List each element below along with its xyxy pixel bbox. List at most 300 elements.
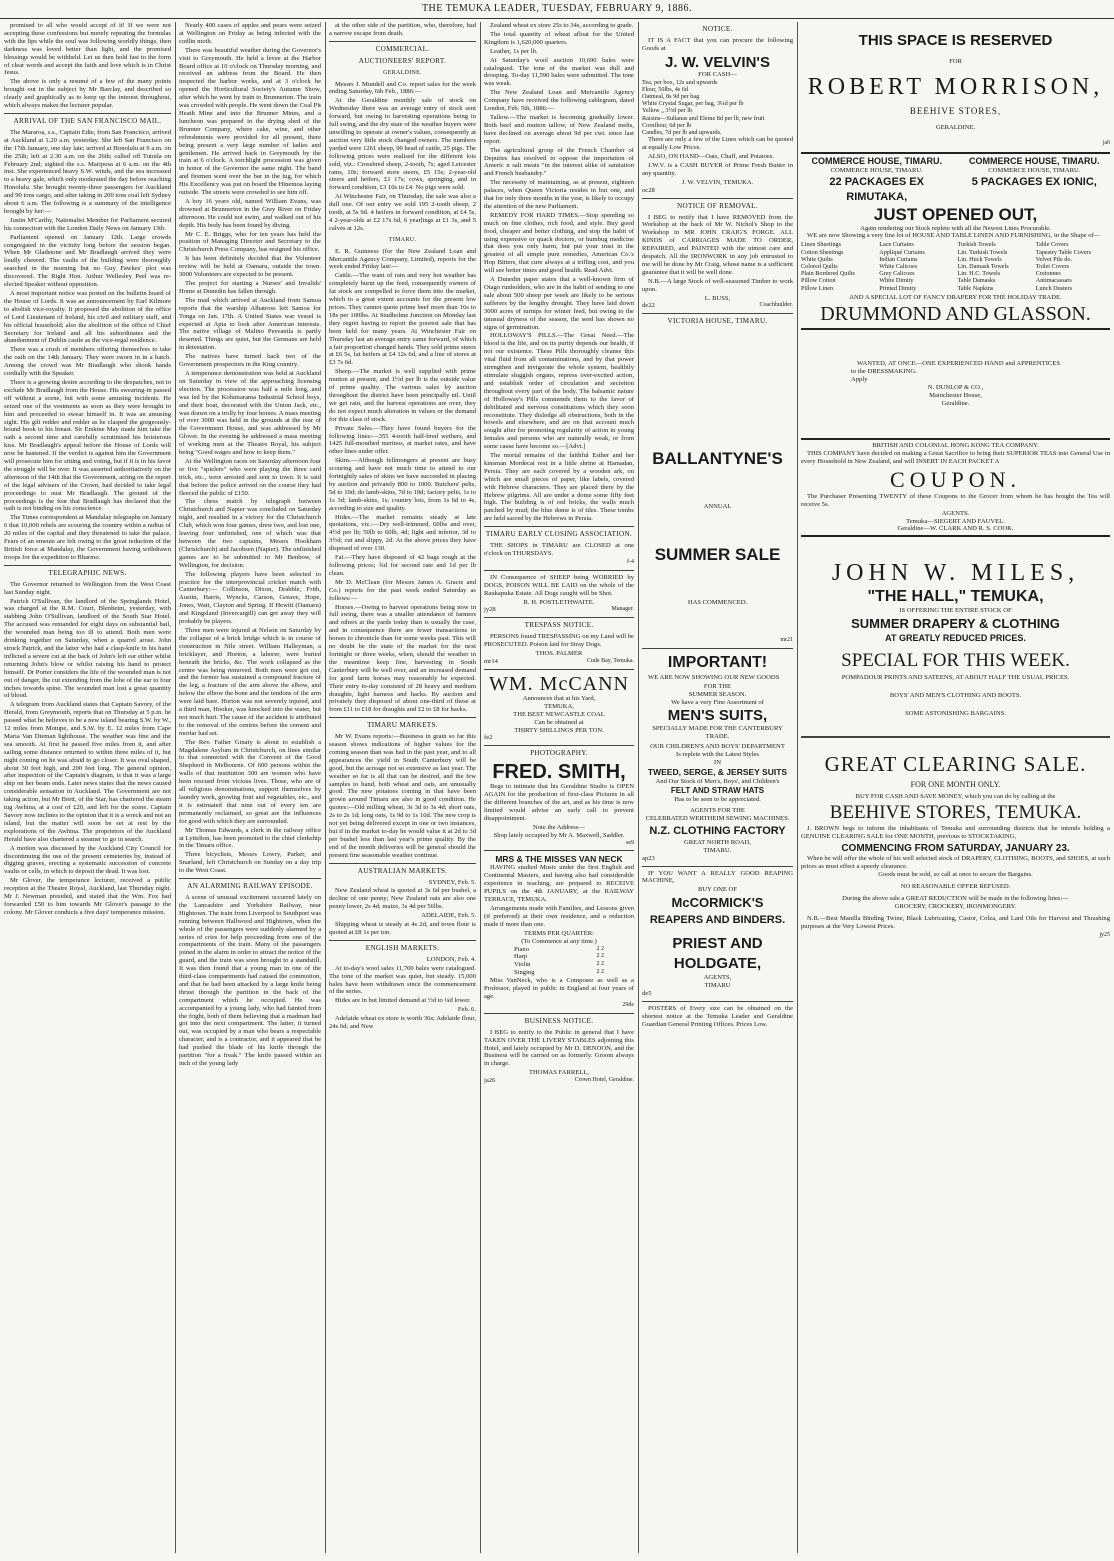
ad-line: POMPADOUR PRINTS AND SATEENS, AT ABOUT HALF THE USUAL PRICES. (841, 674, 1070, 682)
paragraph: Private Sales.—They have found buyers for the following lines:—355 4-tooth half-bred wethers, and 1425 full-mouthed merinos, at market rates, and have other lines under offer. (329, 424, 476, 456)
column-2 (179, 22, 321, 1555)
column-rule (480, 22, 481, 1553)
ad-line: (To Commence at any time.) (521, 937, 597, 945)
ad-line: Apply (851, 376, 868, 384)
paragraph: A motion was discussed by the Auckland City Council for discontinuing the use of the present cemeteries by, instead of digging graves, erecting a systematic succession of concrete vaults or cells, in which to deposit the dead. It was lost. (4, 844, 171, 876)
goods-list (642, 79, 793, 137)
ad-code: fe2 (484, 734, 493, 742)
paragraph: The chess match by telegraph between Christchurch and Napier was concluded on Saturday night, and resulted in a victory for the Christchurch Club, which won four games, drew two, and lost one, leaving four unfinished, one of which was that between the two captains, Messrs Hookham (Christchurch) and Jacobsen (Napier). The unfinished games are to be submitted to Mr Benbow, of Wellington, for decision. (179, 498, 321, 569)
advert-robert-morrison: ROBERT MORRISON, (807, 73, 1104, 100)
advert-important-heading: IMPORTANT! (667, 654, 768, 671)
ad-line: GROCERY, CROCKERY, IRONMONGERY. (894, 903, 1017, 911)
ad-line: FOR (949, 58, 962, 65)
ad-line: GERALDINE. (935, 123, 976, 131)
subheadline: TIMARU. (388, 236, 417, 243)
advert-ballantyne-name: BALLANTYNE'S (652, 449, 783, 469)
headline: TELEGRAPHIC NEWS. (48, 568, 127, 577)
divider (642, 1001, 793, 1002)
paragraph: There was beautiful weather during the Governor's visit to Greymouth. He held a levee at the Harbor Board office at 10 o'clock on Thursday morning, and received an address from the Board. He then inspected the harbor works, and at 3 o'clock he opened the Horticultural Society's Autumn Show, after which he went by train to Brunnerton. The train was crowded with people. He went down the Coal Pit Heath Mine and into the Brunner Mines, and a luncheon was prepared in the drying shed of the Brunner Company, where cake, wine, and other refreshments were provided for all present, there being present a very large number of ladies and gentlemen. He arrived back in Greymouth by the train at 6 o'clock. A torchlight procession was given in honor of the Governor the same night. The band and firemen went over the bar in the tug, for which His Excellency was put on board the Hinemoa laying outside. The streets were crowded to see him off. (179, 46, 321, 197)
fee-item: Singing (514, 969, 535, 977)
column-rule (638, 22, 639, 1553)
paragraph: There is a growing desire according to the despatches, not to exclude Mr Bradlaugh from the House. His swearing-in passed off without a scene, but with some amusing incidents. He seized one of the vestments as soon as they were brought to him and proceeded to swear himself in. It was an amusing sight. His gilt redder and redder as he clasped the gorgeously-bound book to his breast. Sir Erskine May made him take the oath a second time and carefully scrutinised his boisterous kiss. Mr Bradlaugh's appeal before the House of Lords will now be hastened. If the verdict is against him the Government will prosecute him for sitting and voting, but if it is in his favor the struggle will be over. It was asserted authoritatively on the afternoon of the 14th that the Government, acting on the report of the legal advisers of the Crown, had decided to take legal proceedings to oust Mr Bradlaugh. The ground of the proceedings is the fear that Bradlaugh has declared that the oath is not binding on his conscience. (4, 378, 171, 513)
ad-title: NOTICE. (702, 25, 733, 33)
divider (642, 313, 793, 314)
ad-body: THIS COMPANY have decided on making a Great Sacrifice to bring their SUPERIOR TEAS into General Use in every Household in New Zealand, and will INSERT IN EACH PACKET A (801, 450, 1110, 465)
ad-signature: THOS. PALMER (535, 650, 583, 658)
paragraph: At to-day's wool sales 11,700 bales were catalogued. The tone of the market was quiet, but steady. 15,000 bales have been withdrawn since the commencement of the series. (329, 964, 476, 996)
list-item: White Dimity (879, 277, 914, 285)
ad-body: WE are now Showing a very fine lot of HOUSE AND TABLE LINEN AND FURNISHING, in the Shape of— (807, 232, 1101, 240)
list-item: Raisins—Sultanas and Eleme 8d per lb, new fruit (642, 114, 765, 122)
ad-spacer (801, 741, 1110, 751)
ad-line: We have a very Fine Assortment of (671, 698, 764, 706)
advert-van-neck-name: MRS & THE MISSES VAN NECK (495, 854, 623, 865)
list-item: Candles, 7d per lb and upwards. (642, 129, 722, 137)
paragraph: It has been definitely decided that the Volunteer review will be held at Oamaru, outside the town. 3000 Volunteers are expected to be present. (179, 255, 321, 279)
ad-signature: THOMAS FARRELL, (529, 1069, 589, 1077)
ad-body: WANTED, AT ONCE—ONE EXPERIENCED HAND and APPRENTICES to the DRESSMAKING. (851, 359, 1060, 375)
ad-body: Arrangements made with Families, and Lessons given (if preferred) at their own residence, and a reduction made if more than one. (484, 905, 634, 928)
ad-body: I BEG to notify to the Public in general that I have TAKEN OVER THE LIVERY STABLES adjoining this Hotel, and lately occupied by Mr D. DENOON, and the Business will be carried on as formerly. Groom always in charge. (484, 1028, 634, 1068)
list-item: Toilet Covers (1035, 262, 1070, 270)
fee-price: 2 2 (596, 945, 604, 952)
ad-line: During the above sale a GREAT REDUCTION will be made in the following lines:— (842, 895, 1069, 903)
divider (484, 1013, 634, 1014)
ad-body: J. BROWN begs to inform the inhabitants of Temuka and surrounding districts that he intends holding a GENUINE CLEARING SALE for ONE MONTH, previous to STOCKTAKING, (801, 824, 1110, 840)
ad-body: Begs to intimate that his Geraldine Studio is OPEN AGAIN for the production of first-class Pictures in all the different branches of the art, and as his time is now limited would advise an early call to prevent disappointment. (484, 783, 634, 822)
advert-reapers: REAPERS AND BINDERS. (649, 914, 786, 927)
ad-title: PHOTOGRAPHY. (530, 749, 588, 758)
ad-line: GREAT NORTH ROAD, (683, 838, 752, 846)
list-item: Flour, 50lbs, 4s 6d (642, 85, 688, 93)
ad-body: IT IS A FACT that you can procure the following Goods at (642, 36, 793, 52)
advert-mccann-name: WM. McCANN (489, 672, 629, 695)
paragraph: A most important notice was posted on the bulletin board of the House of Lords. It was an announcement by Earl Kilmore to abolish vice-royalty. It proposed the abolition of the office of Lord Lieutenant of Ireland, his civil and military staff, and his official household; also the abolition of the office of Chief Secretary for Ireland and all his subordinates and the abandonment of Dublin castle as the vice-regal residence. (4, 290, 171, 345)
divider (4, 565, 171, 566)
paragraph: Adelaide wheat ex store is worth 36s; Adelaide flour, 24s 6d; and New (329, 1015, 476, 1031)
paragraph: A boy 16 years old, named William Evans, was drowned at Brunnerton in the Grey River on Friday afternoon. He could not swim, and walked out of his depth. His body has been found by diving. (179, 197, 321, 229)
column-6 (801, 22, 1110, 1555)
ad-signature: L. BUSS, (704, 294, 731, 302)
ad-body: PERSONS found TRESPASSING on my Land will be PROSECUTED. Poison laid for Stray Dogs. (484, 633, 634, 649)
list-item: Table Damasks (957, 277, 996, 285)
paragraph: The above is only a resumé of a few of the many points brought out in the subject by Mr Barclay, and described so clearly and graphically as to keep up the interest throughout, which always makes the lecturer popular. (4, 78, 171, 110)
ad-body: N.B.—Best Manilla Binding Twine, Black Lubricating, Castor, Colza, and Lard Oils for Harvest and Thrashing purposes at the Very Lowest Prices. (801, 915, 1110, 930)
list-item: Tea, per box, 12s and upwards (642, 78, 718, 86)
masthead: THE TEMUKA LEADER, TUESDAY, FEBRUARY 9, 1886. (0, 0, 1114, 19)
paragraph: HOLLOWAY'S PILLS.—The Great Need.—The blood is the life, and on its purity depends our health, if not our existence. These Pills thoroughly cleanse this vital fluid from all contaminations, and by that power strengthen and invigorate the whole system, healthily stimulate sluggish organs, repress over-excited action, and establish order of circulation and secretion throughout every part of the body. The balsamic nature of Holloway's Pills commends them to the favor of debilitated and nervous constitutions which they soon reconstitute. They dislodge all obstructions, both in the bowels and elsewhere, and are on that account much sought after for promoting regularity of action in young females and persons who are naturally weak, or from some cause have become so.—[Advt.] (484, 332, 634, 451)
advert-priest: PRIEST AND (672, 935, 763, 953)
ad-line: SUMMER SEASON. (688, 690, 747, 698)
list-item: Pillow Cotton (801, 277, 836, 285)
paragraph: The project for starting a Nurses' and Invalids' Home at Dunedin has fallen through. (179, 280, 321, 295)
list-item: Lin. Turkish Towels (957, 248, 1008, 256)
paragraph: There was a crush of members offering themselves to take the oath on the 14th January. They were sworn in in a batch. Among the crowd was Mr Bradlaugh who shook hands cordially with the Speaker. (4, 346, 171, 378)
divider (4, 113, 171, 114)
headline: TIMARU MARKETS. (367, 721, 438, 730)
paragraph: REMEDY FOR HARD TIMES.—Stop spending so much on fine clothes, rich food, and style. Buy good food, cheaper and better clothing, and stop the habit of using expensive or quack doctors, or humbug medicine that does you only harm, but put your trust in the greatest of all simple pure remedies, American Co.'s Hop Bitters, that cure always at a trifling cost, and you will see better times and good health. Read Advt. (484, 211, 634, 275)
list-item: Lace Curtains (879, 241, 914, 249)
paragraph: The Mararoa, s.s., Captain Edie, from San Francisco, arrived at Auckland at 1.20 a.m. yesterday. She left San Francisco on the 17th January, one day late; arrived at Honolulu at 9 a.m. on the 25th; left at 2.30 a.m. on the 26th; called off Tutuila on February 2nd; sighted the s.s. Mariposa at 6 a.m. on the 4th inst. She experienced heavy S.W. winds, and the sea increased to a heavy gale, which only moderated the day before reaching Honolulu. She brought twenty-three passengers for Auckland and 90 tons cargo, and after taking in 200 tons coal left Sydney about 6 a.m. The following is a summary of the intelligence brought by her:— (4, 128, 171, 215)
ad-title: TIMARU EARLY CLOSING ASSOCIATION. (485, 530, 633, 539)
ad-body: WE ARE NOW SHOWING OUR NEW GOODS (648, 674, 780, 681)
advert-the-hall: "THE HALL," TEMUKA, (867, 588, 1044, 606)
paragraph: Mr D. McClean (for Messrs James A. Gracie and Co.) reports for the past week ended Saturday as follows:— (329, 578, 476, 602)
ad-line: TEMUKA, (544, 702, 574, 710)
advert-special-week: SPECIAL FOR THIS WEEK. (841, 650, 1070, 672)
ad-code: de22 (642, 302, 655, 310)
ad-body: N.B.—A large Stock of well-seasoned Timber to work upon. (642, 277, 793, 293)
advert-coupon: COUPON. (890, 466, 1021, 492)
ad-signature: Mainchester House, (929, 392, 982, 400)
divider (329, 41, 476, 42)
ad-code: mr14 (484, 657, 498, 665)
ad-spacer (642, 469, 793, 503)
paragraph: promised to all who would accept of it! If we were not accepting these confessions but merely repeating the formulas with the lips while the soul was following worldly things, then darkness was loved better than light, and the promised blessings would be withheld. Let us then hold fast to the form of clear words and accept the faith and love which is in Christ Jesus. (4, 22, 171, 77)
ad-line: IN (714, 759, 721, 767)
ad-title: BUSINESS NOTICE. (524, 1016, 594, 1025)
paragraph: Nearly 400 cases of apples and pears were seized at Wellington on Friday as being infected with the codlin moth. (179, 22, 321, 45)
ad-code: ja6 (1102, 139, 1110, 146)
ad-body: J.W.V. is a CASH BUYER of Prime Fresh Butter in any quantity. (642, 161, 793, 177)
ad-signature: N. DUNLOP & CO., (927, 384, 984, 392)
divider (484, 850, 634, 851)
ad-line: BEEHIVE STORES, (909, 105, 1002, 116)
list-item: Appliqué Curtains (879, 248, 925, 256)
divider (642, 198, 793, 199)
ad-line: HAS COMMENCED. (687, 599, 748, 607)
ad-line: OUR CHILDREN'S AND BOYS' DEPARTMENT (650, 743, 785, 751)
ad-line: BOYS' AND MEN'S CLOTHING AND BOOTS. (889, 692, 1022, 700)
paragraph: At Winchester Fair, on Thursday, the sale was also a dull one. Of our entry we sold 195 2-tooth sheep, 2 tooth, at 5s 9d. 4 heifers in forward condition, at £4 5s, 4 2-year-olds at £2 17s 6d, 6 yearlings at £1 3s, and 5 calves at 12s. (329, 193, 476, 232)
ad-spacer (801, 408, 1110, 434)
advert-nz-clothing: N.Z. CLOTHING FACTORY (649, 824, 786, 837)
ad-line: BUY ONE OF (698, 886, 737, 894)
ad-heading: JUST OPENED OUT, (873, 204, 1038, 224)
divider (484, 617, 634, 618)
dateline: Feb. 6. (457, 1006, 476, 1014)
ad-line: NO REASONABLE OFFER REFUSED. (900, 883, 1011, 891)
paragraph: A scene of unusual excitement occurred lately on the Lancashire and Yorkshire Railway, near Hightown. The train from Liverpool to Southport was running between Hallwood and Hightown, when the whole of the passengers were suddenly alarmed by a series of cries for help proceeding from one of the compartments of the train. Many of the passengers joined in the alarm in order to attract the notice of the guard, and the train was soon brought to a standstill. It was then found that a young man in one of the third-class compartments had caused the commotion, and that he had been attacked by a large knife being thrust through the partition in the back of the compartment which he occupied. He was accompanied by a young lady, who had fainted from the fright, both of them believing that a madman had got into the next compartment. The latter, it turned out, was occupied by a man who bears a respectable character, and is a contractor, and it appeared that he had pushed the blade of his knife through the partition "for a freak." The knife passed within an inch of the young lady (179, 893, 321, 1067)
paragraph: At Saturday's wool auction 10,690 bales were catalogued. The tone of the market was dull and drooping. To-day 11,590 bales were submitted. The tone was weak. (484, 56, 634, 88)
ad-line: THE BEST NEWCASTLE COAL (513, 710, 605, 718)
ad-code: ap23 (642, 854, 655, 862)
ad-heading: COMMERCE HOUSE, TIMARU. (811, 155, 942, 166)
list-item: Table Napkins (957, 284, 994, 292)
fee-price: 2 2 (596, 961, 604, 968)
ad-body: When he will offer the whole of his well selected stock of DRAPERY, CLOTHING, BOOTS, and SHOES, at such prices as must effect a speedy clearance. (801, 854, 1110, 870)
ad-code: jy25 (1099, 931, 1110, 938)
paragraph: The mail which arrived at Auckland from Samoa reports that the warship Albatross left Samoa for Tonga on Jan. 17th. A United States war vessel is expected at Apia to look after American interests. The native village of Malino Pesvanila is partly deserted. Things are quiet, but the Germans are held in detestation. (179, 296, 321, 352)
paragraph: Mr C. E. Briggs, who for ten years has held the position of Managing Director and Secretary to the Christchurch Press Company, has resigned his office. (179, 230, 321, 254)
fee-item: Harp (514, 953, 528, 961)
list-item: Cornflour, 6d per lb (642, 121, 692, 129)
advert-beehive-temuka: BEEHIVE STORES, TEMUKA. (829, 801, 1082, 823)
paragraph: The Governor returned to Wellington from the West Coast last Sunday night. (4, 580, 171, 596)
paragraph: Patrick O'Sullivan, the landlord of the Springlands Hotel, was charged at the R.M. Court, Blenheim, yesterday, with stabbing John O'Sullivan, landlord of the South Star Hotel. The accused was remanded for eight days on substantial bail, the wounded man being too ill to attend. Both men were drinking together on Saturday, when a quarrel arose. John struck Patrick, and the latter who had a clasp-knife in his hand inflicted a severe cut at the back of John's left ear either whilst returning John's blow or whilst raising his hand to protect himself. Dr Porter considers the life of the wounded man is not out of danger, the cut extending from the lobe of the ear to four inches towards spine. The wounded man lost a great quantity of blood. (4, 597, 171, 700)
ad-code: se9 (626, 839, 634, 846)
paragraph: The mortal remains of the faithful Esther and her kinsman Mordecai rest in a little shrine at Hamadan, Persia. They are each covered by a wooden ark, on which are small pieces of paper, like labels, covered with Hebrew characters. They are placed there by the Hebrew pilgrims. All are under a dome some fifty feet high. The building is of red bricks, the walls much patched by mud; the blue dome is of tiles. These tombs are held sacred by the Hebrews in Persia. (484, 452, 634, 523)
dateline: ADELAIDE, Feb. 5. (421, 912, 476, 920)
ad-line: TIMARU (704, 982, 731, 990)
paragraph: Three bicyclists, Messrs Lowry, Parker, and Snarland, left Christchurch on Sunday on a day trip to the West Coast. (179, 851, 321, 875)
ad-line: And Our Stock of Men's, Boys', and Children's (655, 778, 780, 786)
ad-body: IF YOU WANT A REALLY GOOD REAPING MACHINE, (642, 869, 793, 885)
headline: AN ALARMING RAILWAY EPISODE. (187, 882, 313, 891)
fee-item: Piano (514, 945, 530, 953)
advert-space-reserved: THIS SPACE IS RESERVED (858, 32, 1053, 49)
divider (329, 863, 476, 864)
column-3 (329, 22, 476, 1555)
paragraph: The Rev. Father Ginaty is about to establish a Magdalene Asylum in Christchurch, on lines similar to that connected with the Convent of the Good Shepherd in Melbourne. Of 600 persons within the walls of that institution 300 are women who have been rescued from vicious lives. Those, who are of all religious denominations, support themselves by laundry work, growing fruit and vegetables, etc., and it is estimated that nine out of every ten are permanently reclaimed, so great are the influences for good with which they are surrounded. (179, 738, 321, 825)
ad-heading: 5 PACKAGES EX IONIC, (971, 175, 1097, 188)
paragraph: Fat.—They have disposed of 42 bags rough at the following prices; ¾d for second rate and 1d per lb clean. (329, 554, 476, 577)
ad-heading: COMMERCE HOUSE, TIMARU. (969, 155, 1100, 166)
list-item: Colored Quilts (801, 262, 838, 270)
paragraph: Horses.—Owing to harvest operations being now in full swing, there was a smaller attendance of farmers and others at the yards today than is usually the case, and in consequence there are fewer transactions in horses to chronicle than for some weeks past. This will no doubt be the state of the market for the next fortnight or three weeks, when, should the weather in the meantime keep fine, harvesting in South Canterbury will be well over, and an increased demand for good farm horses may reasonably be expected. Their entry to-day consisted of 28 heavy and medium draughts, light harness and hacks. By auction and privately they disposed of about one-third of these at from £11 to £18 for draughts and £2 to £8 for hacks. (329, 603, 476, 714)
ad-body: The Purchaser Presenting TWENTY of these Coupons to the Grocer from whom he has bought the Tea will receive 5s. (801, 492, 1110, 508)
advert-reduced-prices: AT GREATLY REDUCED PRICES. (885, 633, 1026, 644)
list-item: Oatmeal, 8s 9d per bag (642, 93, 700, 101)
paragraph: New Zealand wheat is quoted at 3s 6d per bushel, a decline of one penny; New Zealand oats are also one penny lower, 2s 4d; maize, 3s 4d per 56lbs. (329, 887, 476, 911)
ad-line: Is replete with the Latest Styles (676, 751, 759, 759)
ad-line: Note the Address— (532, 823, 585, 831)
divider (801, 736, 1110, 738)
ad-body: HAVING studied Music under the first English and Continental Masters, and having also had considerable experience in teaching, are prepared to RECEIVE PUPILS on the 4th JANUARY, at the RAILWAY TERRACE, TEMUKA. (484, 864, 634, 904)
ad-line: SPECIALLY MADE FOR THE CANTERBURY TRADE. (652, 724, 783, 740)
paragraph: At the Wellington races on Saturday afternoon four or five "spielers" who were playing the three card trick, etc., were arrested and sent to town. It is said that before the police arrived on the course they had fleeced the public of £150. (179, 457, 321, 497)
paragraph: A temperance demonstration was held at Auckland on Saturday in view of the approaching licensing election. The procession was half a mile long, and was led by the Kohimarama Industrial School boys, and their boat, decorated with the Union Jack, etc., was drawn on a trolly by four horses. A mass meeting of over 3000 was held in the grounds at the rear of the Government House, and was addressed by Mr Glover. In the evening he addressed a mass meeting of working men at the Theatre Royal, his subject being "Good wages and how to keep them." (179, 369, 321, 457)
paragraph: The natives have turned back two of the Government prospectors in the King country. (179, 353, 321, 369)
list-item: Lin. H.C. Towels (957, 270, 1001, 278)
ad-signature: R. H. POSTLETHWAITE. (523, 598, 595, 606)
paragraph: The following players have been selected to practice for the interprovincial cricket match with Canterbury:— Collinson, Dixon, Drabble, Frith, Austin, Harris, Wyncks, Carson, Greave, Hope, Jones, Watt, Clayton and Spring. If Hewitt (Oamaru) and Kingsland (Invercargill) can get away they will probably be players. (179, 570, 321, 626)
paragraph: Cattle.—The want of rain and very hot weather has completely burnt up the feed, consequently owners of fat stock are compelled to force them into the market, which to a great extent accounts for the present low prices. They cannot quote prime beef more than 16s to 18s per 100lbs. At Studholme Junction on Monday last they regret having to report the poorest sale that has been held for many years. At Winchester Fair on Thursday last an average entry came forward, of which a fair proportion changed hands. They sold prime steers at £6 5s, fat heifers at £4 12s 6d, and a line of stores at £3 7s 6d. (329, 272, 476, 367)
list-item: Linen Sheetings (801, 241, 842, 249)
column-rule (325, 22, 326, 1553)
paragraph: Sheep.—The market is well supplied with prime mutton at present, and 1½d per lb is the outside value of prime quality. The various sales by auction throughout the district have been principally nil. Until we get rain, and the harvest operations are over, they do not expect much alteration in values or the demand for this class of stock. (329, 368, 476, 423)
ad-body: I BEG to notify that I have REMOVED from the Workshop at the back of Mr W. Nichol's Shop to the Workshop in MR JOHN CRAIG'S FORGE. ALL KINDS of CARRIAGES MADE TO ORDER, REPAIRED, and PAINTED with the utmost care and despatch. All the IRONWORK in any job entrusted to me will be done by Mr Craig, whose name is a sufficient guarantee that it will be well done. (642, 213, 793, 276)
ad-body: ALSO, ON HAND—Oats, Chaff, and Potatoes. (648, 153, 775, 161)
ad-line: Again rendering our Stock replete with all the Newest Lines Procurable. (860, 224, 1051, 232)
advert-summer-drapery: SUMMER DRAPERY & CLOTHING (851, 616, 1060, 632)
advert-mens-suits: MEN'S SUITS, (667, 706, 768, 724)
list-item: Pillow Linen (801, 284, 834, 292)
ad-title: NOTICE OF REMOVAL. (677, 201, 758, 210)
ad-heading: 22 PACKAGES EX RIMUTAKA, (829, 175, 924, 203)
fee-item: Violin (514, 961, 531, 969)
divider (179, 878, 321, 879)
ad-line: FOR THE (703, 682, 732, 690)
ad-signature: Manager. (611, 606, 634, 613)
headline: AUSTRALIAN MARKETS. (357, 866, 448, 875)
paragraph: Hides are in but limited demand at ½d to ¼d lower. (335, 997, 471, 1005)
ad-code: ja26 (484, 1077, 496, 1085)
paragraph: Hides.—The market remains steady at late quotations, viz.:—Dry well-trimmed, 60lbs and over, 4½d per lb; 50lb to 60lb, 4d; light and inferior, 3d to 3½d; cut and slippy, 2d. At the above prices they have disposed of over 130. (329, 513, 476, 553)
column-rule (175, 22, 176, 1553)
paragraph: Parliament opened on January 12th. Large crowds congregated in the vicinity long before the session began. When Mr Gladstone and Mr Bradlaugh arrived they were loudly cheered. The vaults of the building were thoroughly searched in the morning but no Guy Fawkes' plot was discovered. The Right Hon. Arthur Wellesley Peel was re-elected Speaker without opposition. (4, 233, 171, 289)
paragraph: at the other side of the partition, who, therefore, had a narrow escape from death. (329, 22, 476, 37)
ad-code: f-4 (627, 558, 634, 565)
list-item: Lin. Damask Towels (957, 262, 1009, 270)
list-item: White Crystal Sugar, per bag, 3¼d per lb (642, 100, 744, 108)
ad-line: AGENTS FOR THE (690, 806, 745, 814)
ad-spacer (642, 565, 793, 599)
subheadline: AUCTIONEERS' REPORT. (358, 56, 447, 65)
ad-line: SOME ASTONISHING BARGAINS. (905, 710, 1006, 718)
ad-spacer (642, 607, 793, 637)
ad-code: jy28 (484, 606, 496, 614)
advert-hong-kong-tea (801, 438, 1110, 537)
advert-felt-hats: FELT AND STRAW HATS (670, 786, 765, 796)
ad-spacer (801, 541, 1110, 559)
ad-body: There are only a few of the Lines which can be quoted at equally Low Prices. (642, 136, 793, 152)
paragraph: Mr Thomas Edwards, a clerk in the railway office at Lyttelton, has been promoted to the chief clerkship in the Timaru office. (179, 826, 321, 850)
fee-price: 2 2 (596, 953, 604, 960)
paragraph: E. R. Guinness (for the New Zealand Loan and Mercantile Agency Company, Limited), reports for the week ended Friday last:— (329, 247, 476, 271)
ad-line: AND A SPECIAL LOT OF FANCY DRAPERY FOR THE HOLIDAY TRADE. (849, 293, 1062, 301)
advert-holdgate: HOLDGATE, (673, 955, 762, 973)
ad-code: de5 (642, 990, 652, 998)
ad-signature: Crown Hotel, Geraldine. (574, 1077, 634, 1084)
paragraph: Tallow.—The market is becoming gradually lower. Both beef and mutton tallow, of New Zealand melts, have declined on average about 9d per cwt. since last report. (484, 113, 634, 145)
ad-line: AGENTS, (703, 974, 732, 982)
ad-body: Miss VanNeck, who is a Composer as well as a Professor, played in public in England at four years of age. (484, 977, 634, 1000)
paragraph: The agricultural group of the French Chamber of Deputies has resolved to oppose the importation of Americ n salt meats "in the interest alike of sanitation and French husbandry." (484, 146, 634, 178)
list-item: Printed Dimity (879, 284, 917, 292)
paragraph: Leather, 1s per lb. (490, 47, 538, 55)
ad-title: TRESPASS NOTICE. (524, 621, 594, 630)
headline: ENGLISH MARKETS. (365, 943, 440, 952)
divider (642, 866, 793, 867)
advert-john-miles: JOHN W. MILES, (831, 560, 1080, 587)
divider (484, 745, 634, 746)
list-item: Tapestry Table Covers (1035, 248, 1092, 256)
ad-line: Geraldine—W. CLARK AND R. S. COOK. (897, 525, 1014, 533)
ad-title: VICTORIA HOUSE, TIMARU. (667, 317, 768, 326)
ad-line: TERMS PER QUARTER: (524, 929, 594, 937)
advert-mccormick: McCORMICK'S (671, 895, 764, 911)
list-item: Plain Bordered Quilts (801, 270, 855, 278)
paragraph: A telegram from Auckland states that Captain Savory, of the Herald, from Greymouth, reports that on Thursday at 5 p.m. he passed what he believes to be a new island bearing S.W. by W., 12 miles from Motupe, and S.W. by E. 12 miles from Cape Maria Van Dieman lighthouse. The weather was fine and the sea smooth. At first he passed five miles from it, and after sailing some distance returned to within three miles of it, but night coming on he was afraid to go closer. It was oval shaped, about 30 feet high, and 200 feet long. The general opinion, after inspection of the Captain's diagram, is that it was a large ship on her beam ends. Later news states that the news caused considerable sensation in Auckland. The Government are not taking action, but Mr Brett, of the Star, has chartered the steam tug Awhina, at a cost of £20, and left for the scene. Captain Savory now inclines to the opinion that it is a wreck and not an island, but the matter will soon be set at rest by the explorations of the Awhina. The proprietors of the Auckland Herald have also chartered a steamer to go in search. (4, 701, 171, 843)
ad-line: CELEBRATED WERTHEIM SEWING MACHINES. (645, 814, 790, 822)
ad-body: THE SHOPS in TIMARU are CLOSED at one o'clock on THURSDAYS. (484, 542, 634, 557)
paragraph: Messrs J. Mundell and Co. report sales for the week ending Saturday, 6th Feb., 1886:— (329, 80, 476, 96)
ad-line: Shop lately occupied by Mr A. Maxwell, Saddler. (493, 831, 625, 839)
list-item: Indian Curtains (879, 255, 918, 263)
fee-price: 2 2 (596, 969, 604, 976)
ad-spacer (801, 334, 1110, 360)
ad-line: COMMERCE HOUSE, TIMARU. (988, 166, 1081, 174)
divider (329, 717, 476, 718)
ad-line: FOR CASH— (698, 70, 737, 78)
paragraph: A Dunedin paper states that a well-known firm of Otago runholders, who are in the habit of sending to one sale about 500 sheep per week are likely to be serious sufferers by the lengthy drought. They have laid down 3000 acres of turnips for winter feed, but owing to the unusual dryness of the season, the seed has shown no signs of germination. (484, 276, 634, 331)
divider (484, 669, 634, 670)
list-item: Cotton Sheetings (801, 248, 844, 256)
ad-line: Temuka—SIEGERT AND FAUVEL. (906, 517, 1005, 525)
list-item: Lin. Huck Towels (957, 255, 1002, 263)
paragraph: Shipping wheat is steady at 4s 2d, and town flour is quoted at £8 1s per ton. (329, 921, 476, 936)
ad-line: BUY FOR CASH AND SAVE MONEY, which you can do by calling at the (855, 792, 1056, 800)
dateline: LONDON, Feb. 4. (426, 955, 476, 963)
ad-code: oc28 (642, 186, 655, 194)
ad-line: Announces that at his Yard, (522, 694, 596, 702)
column-4 (484, 22, 634, 1555)
column-1 (4, 22, 171, 1555)
ad-signature: Cude Bay, Temuka. (586, 657, 634, 664)
paragraph: Three men were injured at Nelson on Saturday by the collapse of a brick bridge which is in course of construction in Nile street. William Halleyman, a bricklayer, and Horton, a laborer, were buried beneath the bricks, &c. The work collapsed as the centre was being removed. Both men were got out, and the former has sustained a compound fracture of the leg, a fracture of the arm above the elbow, and below the elbow the bone and the tendons of the arm were laid bare. Horton was not severely injured, and a third man, Hooker, was knocked into the water, but not much hurt. The cause of the accident is attributed to the removal of the centres before the cement and mortar had set. (179, 626, 321, 737)
list-item: Velvet Pile do. (1035, 255, 1073, 263)
paragraph: The total quantity of wheat afloat for the United Kingdom is 1,620,000 quarters. (484, 30, 634, 46)
paragraph: Mr Glover, the temperance lecturer, received a public reception at the Theatre Royal, Auckland, last Thursday night. Mr J. Newman presided, and stated that the Wm. Fox had forwarded £50 to him towards Mr Glover's passage to the colony. Mr Glover conducts a five days' temperance mission. (4, 877, 171, 916)
list-item: Lunch Dusters (1035, 284, 1073, 292)
ad-line: ANNUAL (703, 503, 732, 511)
ad-signature: Geraldine. (941, 400, 970, 408)
paragraph: Mr W. Evans reports:—Business in grain so far this season shows indications of higher values for the coming season than was had in the past year, and to all appearances the yield in South Canterbury will be good, but the acreage not so extensive as last year. The weather so far is all that can be desired, and the few samples to hand, both wheat and oats, are unusually good. The new potatoes coming in that have been grown around Timaru are also in good condition. He quotes:—Old milling wheat, 3s 3d to 3s 4d; short oats, 2s to 2s 1d; long oats, 1s 9d to 1s 10d. The new crop is not yet being delivered except in one or two instances, but if in the market to-day he would value it at 2d to 3d per bushel less than last year's prime quality. By the end of the month deliveries will be general should the present fine seasonable weather continue. (329, 733, 476, 859)
ad-line: Goods must be sold, so call at once to secure the Bargains. (878, 871, 1033, 879)
column-5 (642, 22, 793, 1555)
paragraph: The Times correspondent at Mandalay telegraphs on January 6 that 10,000 rebels are scouring the country within a radius of 20 miles of the capital and they threatened to take the palace. Fears of an emeute are felt owing to the great reduction of the British force at Mandalay, the Government having withdrawn troops for the expedition to Bharmo. (4, 514, 171, 561)
ad-line: FOR ONE MONTH ONLY. (910, 779, 1001, 789)
advert-drummond-glasson: DRUMMOND AND GLASSON. (820, 302, 1091, 325)
list-item: Turkish Towels (957, 241, 996, 249)
paragraph: Zealand wheat ex store 25s to 34s, according to grade. (490, 22, 634, 29)
list-item: Antimacassars (1035, 277, 1072, 285)
list-item: Cretonnes (1035, 270, 1061, 278)
advert-summer-sale: SUMMER SALE (654, 545, 781, 565)
ad-line: THIRTY SHILLINGS PER TON. (514, 726, 604, 734)
paragraph: At the Geraldine monthly sale of stock on Wednesday there was an average entry of stock sent forward, but owing to harvesting operations being in full swing, and the dry state of the weather buyers were unwilling to operate at owner's values, consequently at auction very little stock changed owners. The numbers yarded were 1261 sheep, 90 head of cattle, 25 pigs. The following prices were realised for the different lots sold, viz.: Crossbred sheep, 2-tooth, 7s; aged Leicester rams, 10s; forward store steers, £5 15s; 2-year-old steers and heifers, £1 17s; cows, springing, and in forward condition, £3 10s to £4. No pigs were sold. (329, 97, 476, 192)
list-item: Table Covers (1035, 241, 1069, 249)
ad-line: COMMERCE HOUSE, TIMARU. (830, 166, 923, 174)
ad-signature: J. W. VELVIN, TEMUKA. (681, 178, 754, 186)
advert-fred-smith-name: FRED. SMITH, (492, 761, 626, 784)
subheadline: GERALDINE. (383, 69, 422, 76)
advert-commerce-house (801, 152, 1110, 330)
linen-list (801, 241, 1110, 291)
list-item: Grey Calicoes (879, 270, 915, 278)
list-item: Yellow „ 3½d per lb (642, 107, 693, 115)
dateline: SYDNEY, Feb. 5. (428, 878, 476, 886)
paragraph: The New Zealand Loan and Mercantile Agency Company have received the following cablegram, dated London, Feb. 5th, 1886:— (484, 89, 634, 113)
divider (642, 648, 793, 649)
paragraph: Justin M'Carthy, Nationalist Member for Parliament secured his connection with the London Daily News on January 13th. (4, 216, 171, 232)
ad-line: TIMARU. (703, 846, 732, 854)
ad-body: POSTERS of Every size can be obtained on the shortest notice at the Temuka Leader and Geraldine Guardian General Printing Offices. Prices Low. (642, 1004, 793, 1028)
ad-heading: BRITISH AND COLONIAL HONG KONG TEA COMPANY. (872, 442, 1039, 450)
headline: COMMERCIAL. (375, 44, 430, 53)
advert-tweed-suits: TWEED, SERGE, & JERSEY SUITS (647, 767, 788, 778)
divider (484, 570, 634, 571)
ad-line: AGENTS. (941, 509, 970, 517)
ad-signature: Coachbuilder. (759, 302, 793, 309)
ad-spacer (642, 511, 793, 545)
ad-body: IN Consequence of SHEEP being WORRIED by DOGS, POISON WILL BE LAID on the whole of the Raukapuka Estate. All Dogs caught will be Shot. (484, 573, 634, 597)
ad-line: IS OFFERING THE ENTIRE STOCK OF (899, 607, 1012, 615)
paragraph: The necessity of maintaining, as at present, eighteen palaces, when Queen Victoria resides in but one, and that for only three months in the year, is likely to occupy the attention of the new Parliament. (484, 179, 634, 210)
advert-commencing: COMMENCING FROM SATURDAY, JANUARY 23. (841, 842, 1070, 854)
advert-velvin-name: J. W. VELVIN'S (665, 53, 770, 71)
list-item: White Quilts (801, 255, 833, 263)
headline: ARRIVAL OF THE SAN FRANCISCO MAIL. (13, 116, 162, 125)
divider (484, 526, 634, 527)
ad-line: Has to be seen to be appreciated. (674, 796, 761, 804)
ad-line: Can be obtained at (534, 718, 584, 726)
divider (329, 940, 476, 941)
advert-clearing-sale: GREAT CLEARING SALE. (824, 751, 1087, 776)
list-item: White Calicoes (879, 262, 918, 270)
ad-code: 29de (622, 1001, 634, 1008)
